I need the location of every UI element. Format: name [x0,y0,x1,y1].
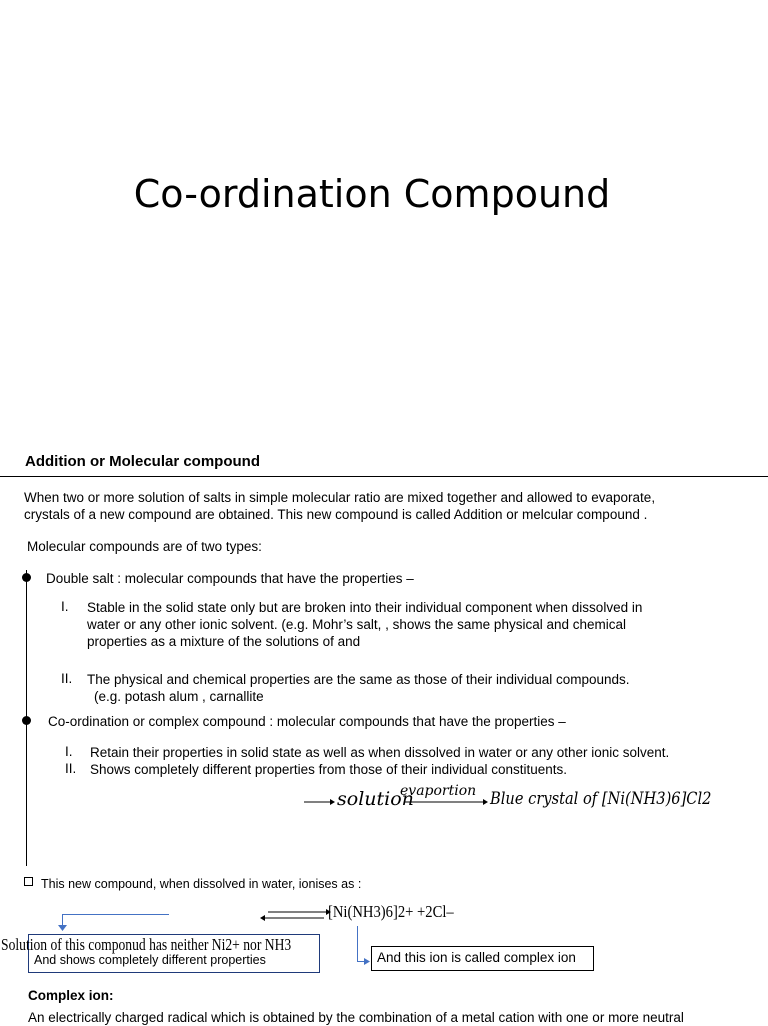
left-arrow-head [57,924,68,932]
equilibrium-arrow-icon [260,905,332,925]
equation-arrow-label: evaportion [400,783,477,799]
equation-solution: solution [337,788,414,810]
types-line: Molecular compounds are of two types: [27,539,262,554]
complex-ion-definition: An electrically charged radical which is obtained by the combination of a metal cation with one or more neutral [28,1010,684,1025]
left-connector-line [62,914,169,915]
double-salt-item-1-line-3: properties as a mixture of the solutions of and [87,634,361,649]
double-salt-item-2-num: II. [61,671,73,686]
double-salt-item-1-num: I. [61,599,69,614]
intro-line-1: When two or more solution of salts in simple molecular ratio are mixed together and allowed to evaporate, [24,490,656,505]
equation-ionisation: [Ni(NH3)6]2+ +2Cl– [328,902,454,921]
complex-ion-heading: Complex ion: [28,988,114,1003]
section-heading: Addition or Molecular compound [25,453,260,470]
page-title: Co-ordination Compound [133,172,611,216]
double-salt-item-2-line-1: The physical and chemical properties are the same as those of their individual compounds. [87,672,630,687]
heading-rule [0,476,768,477]
complex-item-1-num: I. [65,744,73,759]
double-salt-item-1-line-1: Stable in the solid state only but are broken into their individual component when dissolved in [87,600,643,615]
right-connector-drop [357,926,358,962]
complex-item-2-num: II. [65,761,77,776]
double-salt-item-1-line-2: water or any other ionic solvent. (e.g. Mohr’s salt, , shows the same physical and chemical [87,617,626,632]
checkbox-bullet-icon [24,877,33,886]
left-box-text: And shows completely different properties [34,953,266,967]
complex-heading: Co-ordination or complex compound : molecular compounds that have the properties – [48,714,566,729]
complex-ion-label-text: And this ion is called complex ion [377,950,576,965]
complex-item-1-text: Retain their properties in solid state as well as when dissolved in water or any other ionic solvent. [90,745,670,760]
ionise-line: This new compound, when dissolved in water, ionises as : [41,877,362,891]
double-salt-item-2-line-2: (e.g. potash alum , carnallite [94,689,264,704]
intro-line-2: crystals of a new compound are obtained. This new compound is called Addition or melcular compound . [24,507,648,522]
complex-item-2-text: Shows completely different properties from those of their individual constituents. [90,762,567,777]
right-arrow-head [363,957,371,966]
bullet-dot-double-salt [22,573,31,582]
left-note-text: Solution of this componud has neither Ni2+ nor NH3 [1,935,292,954]
equation-product: Blue crystal of [Ni(NH3)6]Cl2 [490,789,712,809]
double-salt-heading: Double salt : molecular compounds that have the properties – [46,571,414,586]
bullet-dot-complex [22,716,31,725]
